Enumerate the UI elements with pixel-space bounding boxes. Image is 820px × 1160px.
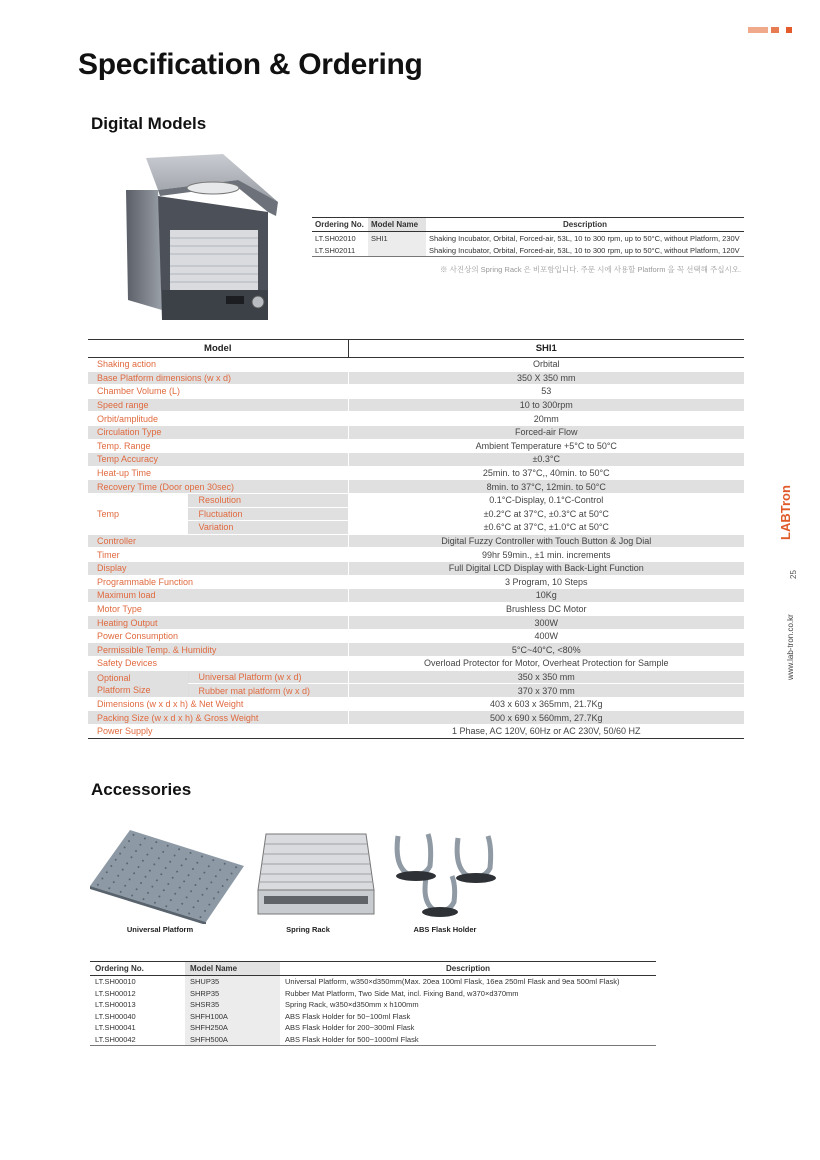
ordering-no: LT.SH00010 xyxy=(95,977,136,987)
website-url: www.lab-tron.co.kr xyxy=(786,614,795,680)
spec-value: 8min. to 37°C, 12min. to 50°C xyxy=(348,480,744,494)
spec-row xyxy=(88,398,744,412)
spec-value: Digital Fuzzy Controller with Touch Button & Jog Dial xyxy=(348,534,744,548)
description: ABS Flask Holder for 200~300ml Flask xyxy=(285,1023,415,1033)
spec-value: Brushless DC Motor xyxy=(348,602,744,616)
spec-label: Dimensions (w x d x h) & Net Weight xyxy=(88,697,348,711)
spec-label: Timer xyxy=(88,548,348,562)
spec-row xyxy=(88,358,744,372)
spec-label: Base Platform dimensions (w x d) xyxy=(88,371,348,385)
caption-abs-flask-holder: ABS Flask Holder xyxy=(413,925,477,934)
spec-value: 99hr 59min., ±1 min. increments xyxy=(348,548,744,562)
decorative-bars xyxy=(748,27,792,33)
spec-value: 5°C~40°C, <80% xyxy=(348,643,744,657)
spec-row xyxy=(88,480,744,494)
brand-logo xyxy=(778,484,820,544)
spec-row xyxy=(88,589,744,603)
spec-label: Shaking action xyxy=(88,358,348,372)
model-name: SHSR35 xyxy=(185,999,280,1011)
description: ABS Flask Holder for 50~100ml Flask xyxy=(285,1011,411,1021)
spec-label: Programmable Function xyxy=(88,575,348,589)
spec-label-optional xyxy=(88,670,188,697)
spec-label: Heating Output xyxy=(88,616,348,630)
spec-row xyxy=(88,412,744,426)
optional-line2: Platform Size xyxy=(97,684,151,695)
spec-label: Orbit/amplitude xyxy=(88,412,348,426)
spec-label: Circulation Type xyxy=(88,425,348,439)
ordering-no: LT.SH00013 xyxy=(95,1000,136,1010)
spec-value: Full Digital LCD Display with Back-Light Function xyxy=(348,561,744,575)
spec-value: 10Kg xyxy=(348,589,744,603)
spec-row xyxy=(88,493,744,507)
ordering-no: LT.SH02011 xyxy=(312,244,368,257)
spec-row xyxy=(88,629,744,643)
model-name: SHFH500A xyxy=(185,1034,280,1046)
ordering-no: LT.SH00041 xyxy=(95,1023,136,1033)
spec-table xyxy=(88,339,744,739)
spec-label-temp: Temp xyxy=(88,493,188,534)
accessories-heading: Accessories xyxy=(91,780,192,799)
spec-row xyxy=(88,534,744,548)
brand-text: LABTron xyxy=(778,485,793,540)
spec-value: 350 x 350 mm xyxy=(348,670,744,684)
ordering-table xyxy=(312,217,744,257)
table-row xyxy=(312,244,744,257)
spec-row xyxy=(88,385,744,399)
spec-value: 400W xyxy=(348,629,744,643)
spec-row xyxy=(88,466,744,480)
ordering-no: LT.SH00042 xyxy=(90,1034,185,1046)
caption-spring-rack: Spring Rack xyxy=(286,925,330,934)
description: Universal Platform, w350×d350mm(Max. 20ea 100ml Flask, 16ea 250ml Flask and 9ea 500ml Flask) xyxy=(285,977,620,987)
table-row xyxy=(90,1034,656,1046)
col-model-name: Model Name xyxy=(368,218,426,232)
caption-universal-platform: Universal Platform xyxy=(126,925,194,934)
description: ABS Flask Holder for 500~1000ml Flask xyxy=(280,1034,656,1046)
spec-row xyxy=(88,561,744,575)
col-model-name: Model Name xyxy=(185,962,280,976)
spec-row xyxy=(88,425,744,439)
model-name: SHRP35 xyxy=(185,988,280,1000)
table-row xyxy=(90,1011,656,1023)
spec-value: 3 Program, 10 Steps xyxy=(348,575,744,589)
spec-value: 10 to 300rpm xyxy=(348,398,744,412)
spec-value: ±0.6°C at 37°C, ±1.0°C at 50°C xyxy=(348,521,744,535)
spec-value: 53 xyxy=(348,385,744,399)
spec-sub-label: Variation xyxy=(188,521,348,535)
spec-row xyxy=(88,643,744,657)
spec-sub-label: Rubber mat platform (w x d) xyxy=(188,684,348,698)
spec-value: ±0.2°C at 37°C, ±0.3°C at 50°C xyxy=(348,507,744,521)
spec-sub-label: Fluctuation xyxy=(188,507,348,521)
spec-row xyxy=(88,371,744,385)
spec-value: 25min. to 37°C,, 40min. to 50°C xyxy=(348,466,744,480)
spec-value: 300W xyxy=(348,616,744,630)
spec-row xyxy=(88,602,744,616)
spec-label: Controller xyxy=(88,534,348,548)
page-title: Specification & Ordering xyxy=(78,48,423,81)
table-row xyxy=(90,988,656,1000)
ordering-no: LT.SH00012 xyxy=(95,988,136,998)
spec-label: Safety Devices xyxy=(88,657,348,671)
col-ordering-no: Ordering No. xyxy=(90,962,185,976)
spec-value: 500 x 690 x 560mm, 27.7Kg xyxy=(348,711,744,725)
digital-models-heading: Digital Models xyxy=(91,114,207,133)
spec-header-model: Model xyxy=(88,340,348,358)
table-row xyxy=(312,232,744,245)
shaking-incubator-image xyxy=(118,150,283,325)
universal-platform-image xyxy=(90,826,244,924)
ordering-no: LT.SH02010 xyxy=(315,233,356,243)
spec-value: 20mm xyxy=(348,412,744,426)
abs-flask-holder-image xyxy=(386,826,504,918)
description: Shaking Incubator, Orbital, Forced-air, 53L, 10 to 300 rpm, up to 50°C, without Platform, 120V xyxy=(426,244,744,257)
spec-row xyxy=(88,575,744,589)
spec-label: Permissible Temp. & Humidity xyxy=(88,643,348,657)
spec-label: Maximum load xyxy=(88,589,348,603)
spec-value: 1 Phase, AC 120V, 60Hz or AC 230V, 50/60 HZ xyxy=(348,725,744,739)
spec-label: Temp. Range xyxy=(88,439,348,453)
description: Spring Rack, w350×d350mm x h100mm xyxy=(285,1000,419,1010)
spec-value: 370 x 370 mm xyxy=(348,684,744,698)
spec-row xyxy=(88,657,744,671)
table-row xyxy=(90,1022,656,1034)
spec-label: Chamber Volume (L) xyxy=(88,385,348,399)
description: Shaking Incubator, Orbital, Forced-air, 53L, 10 to 300 rpm, up to 50°C, without Platform, 230V xyxy=(429,233,740,243)
spec-row xyxy=(88,670,744,684)
spec-label: Power Consumption xyxy=(88,629,348,643)
model-name: SHFH250A xyxy=(185,1022,280,1034)
spec-label: Temp Accuracy xyxy=(88,453,348,467)
spec-value: 0.1°C-Display, 0.1°C-Control xyxy=(348,493,744,507)
table-row xyxy=(90,999,656,1011)
ordering-note: ※ 사진상의 Spring Rack 은 비포함입니다. 주문 시에 사용할 Platform 을 꼭 선택해 주십시오. xyxy=(440,265,742,274)
spec-row xyxy=(88,439,744,453)
model-name: SHUP35 xyxy=(185,976,280,988)
model-name xyxy=(368,244,426,257)
spec-value: 350 X 350 mm xyxy=(348,371,744,385)
spec-sub-label: Universal Platform (w x d) xyxy=(188,670,348,684)
spec-label: Speed range xyxy=(88,398,348,412)
optional-line1: Optional xyxy=(97,672,131,683)
model-name: SHFH100A xyxy=(185,1011,280,1023)
spec-value: Orbital xyxy=(348,358,744,372)
spec-label: Motor Type xyxy=(88,602,348,616)
spec-row xyxy=(88,453,744,467)
spec-value: Forced-air Flow xyxy=(348,425,744,439)
spec-value: Overload Protector for Motor, Overheat Protection for Sample xyxy=(348,657,744,671)
spec-sub-label: Resolution xyxy=(188,493,348,507)
description: Rubber Mat Platform, Two Side Mat, incl. Fixing Band, w370×d370mm xyxy=(285,988,519,998)
spec-row xyxy=(88,725,744,739)
table-row xyxy=(90,976,656,988)
spec-value: ±0.3°C xyxy=(348,453,744,467)
spec-label: Display xyxy=(88,561,348,575)
col-description: Description xyxy=(426,218,744,232)
spec-row xyxy=(88,548,744,562)
spec-label: Heat-up Time xyxy=(88,466,348,480)
col-description: Description xyxy=(280,962,656,976)
spec-label: Power Supply xyxy=(88,725,348,739)
page-number: 25 xyxy=(788,570,798,579)
spec-value: 403 x 603 x 365mm, 21.7Kg xyxy=(348,697,744,711)
accessories-table xyxy=(90,961,656,1046)
model-name: SHI1 xyxy=(368,232,426,245)
col-ordering-no: Ordering No. xyxy=(312,218,368,232)
ordering-no: LT.SH00040 xyxy=(95,1011,136,1021)
spring-rack-image xyxy=(256,830,376,916)
spec-row xyxy=(88,697,744,711)
spec-header-value: SHI1 xyxy=(348,340,744,358)
spec-label: Packing Size (w x d x h) & Gross Weight xyxy=(88,711,348,725)
spec-label: Recovery Time (Door open 30sec) xyxy=(88,480,348,494)
spec-row xyxy=(88,616,744,630)
spec-row xyxy=(88,711,744,725)
spec-value: Ambient Temperature +5°C to 50°C xyxy=(348,439,744,453)
